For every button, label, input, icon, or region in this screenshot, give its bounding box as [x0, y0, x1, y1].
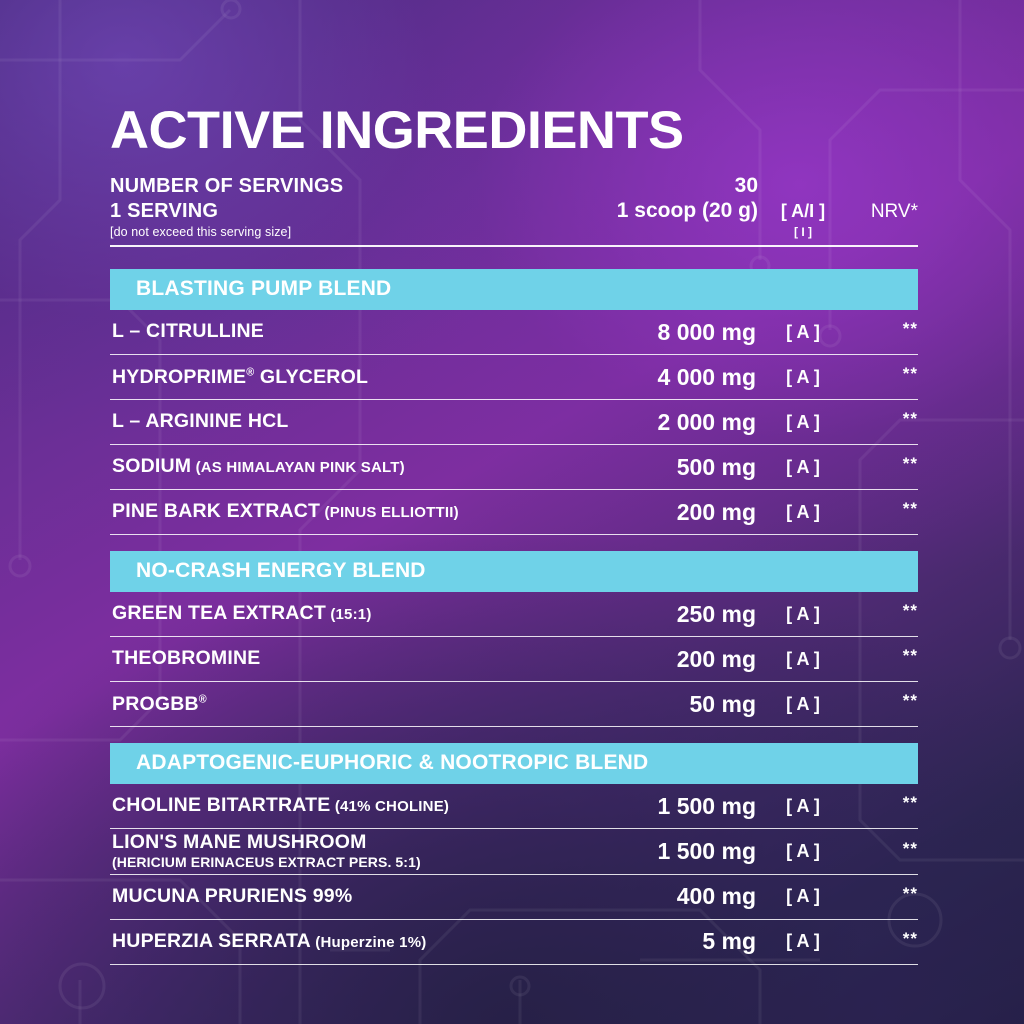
- ingredient-amount: 2 000 mg: [657, 408, 756, 435]
- ingredient-amount: 1 500 mg: [657, 792, 756, 819]
- ingredient-row: [110, 682, 918, 727]
- ingredient-amount: 4 000 mg: [657, 363, 756, 390]
- ingredient-ai-flag: [ A ]: [786, 411, 820, 432]
- ingredient-name-main: GREEN TEA EXTRACT: [112, 602, 326, 625]
- blend-list: [110, 269, 918, 965]
- panel-content: [110, 101, 918, 965]
- serving-note: [do not exceed this serving size]: [110, 224, 292, 239]
- ingredient-amount: 200 mg: [676, 645, 756, 672]
- ingredient-ai-flag: [ A ]: [786, 603, 820, 624]
- ingredient-row: [110, 637, 918, 682]
- blend-header: BLASTING PUMP BLEND: [110, 269, 918, 310]
- ingredient-row: [110, 920, 918, 965]
- ingredient-name: [110, 366, 506, 388]
- ingredient-amount: 50 mg: [689, 690, 756, 717]
- ingredient-row: [110, 355, 918, 400]
- ingredient-name-main: LION'S MANE MUSHROOM: [112, 831, 367, 854]
- servings-label: NUMBER OF SERVINGS: [110, 175, 344, 198]
- ingredient-name-main: PROGBB®: [112, 692, 207, 715]
- ingredient-ai-flag: [ A ]: [786, 795, 820, 816]
- ingredient-row: [110, 400, 918, 445]
- ingredient-amount: 1 500 mg: [657, 838, 756, 865]
- ingredient-name: [110, 411, 506, 433]
- ingredient-detail: (PINUS ELLIOTTII): [320, 504, 459, 522]
- ingredient-row: [110, 310, 918, 355]
- ingredient-name-main: MUCUNA PRURIENS 99%: [112, 884, 353, 907]
- ingredient-ai-flag: [ A ]: [786, 366, 820, 387]
- ingredient-name: [110, 501, 506, 523]
- ingredient-row: [110, 592, 918, 637]
- ai-column-header: [ A/I ]: [780, 200, 826, 221]
- ingredient-ai-flag: [ A ]: [786, 693, 820, 714]
- ingredient-amount: 500 mg: [676, 453, 756, 480]
- ingredient-name: [110, 648, 506, 670]
- ingredient-nrv-value: **: [902, 409, 918, 429]
- ingredient-nrv-value: **: [902, 601, 918, 621]
- ingredient-nrv-value: **: [902, 364, 918, 384]
- ingredient-nrv-value: **: [902, 646, 918, 666]
- ingredient-name: [110, 931, 506, 953]
- ingredient-nrv-value: **: [902, 928, 918, 948]
- page-title: ACTIVE INGREDIENTS: [110, 101, 684, 160]
- ingredient-nrv-value: **: [902, 691, 918, 711]
- ingredient-ai-flag: [ A ]: [786, 321, 820, 342]
- ingredient-ai-flag: [ A ]: [786, 501, 820, 522]
- servings-value: 30: [734, 174, 758, 198]
- ingredient-amount: 250 mg: [676, 600, 756, 627]
- ingredient-detail: (41% CHOLINE): [330, 798, 450, 816]
- ingredient-detail: (15:1): [325, 606, 372, 624]
- header-divider: [110, 245, 918, 247]
- ingredient-name-main: THEOBROMINE: [112, 647, 261, 670]
- ingredient-name: [110, 603, 506, 625]
- ingredient-row: [110, 445, 918, 490]
- ingredient-name-main: L – ARGININE HCL: [112, 410, 289, 433]
- ingredient-nrv-value: **: [902, 838, 918, 858]
- ingredient-name-main: HUPERZIA SERRATA: [112, 929, 311, 952]
- ingredient-name-main: CHOLINE BITARTRATE: [112, 794, 331, 817]
- ingredient-name: [110, 693, 506, 715]
- ingredient-detail: (AS HIMALAYAN PINK SALT): [191, 459, 405, 477]
- ingredient-nrv-value: **: [902, 499, 918, 519]
- blend-section: [110, 551, 918, 727]
- ingredient-row: [110, 829, 918, 875]
- ingredient-subtitle: (HERICIUM ERINACEUS EXTRACT PERS. 5:1): [112, 854, 421, 871]
- ingredient-amount: 5 mg: [702, 928, 756, 955]
- ingredient-row: [110, 875, 918, 920]
- ingredient-name: [110, 832, 506, 871]
- blend-header: NO-CRASH ENERGY BLEND: [110, 551, 918, 592]
- nrv-column-header: NRV*: [870, 200, 918, 222]
- blend-section: [110, 269, 918, 535]
- ingredient-name-main: PINE BARK EXTRACT: [112, 500, 321, 523]
- ingredient-ai-flag: [ A ]: [786, 648, 820, 669]
- ingredient-ai-flag: [ A ]: [786, 886, 820, 907]
- ingredient-name-main: SODIUM: [112, 455, 192, 478]
- ingredient-name: [110, 456, 506, 478]
- ingredient-ai-flag: [ A ]: [786, 456, 820, 477]
- serving-size-row: [110, 199, 918, 224]
- ingredient-detail: (Huperzine 1%): [310, 933, 427, 951]
- servings-row: [110, 174, 918, 199]
- ingredient-name-main: HYDROPRIME® GLYCEROL: [112, 365, 369, 388]
- ingredient-nrv-value: **: [902, 319, 918, 339]
- ingredient-amount: 200 mg: [676, 498, 756, 525]
- ingredient-row: [110, 490, 918, 535]
- ingredient-name: [110, 886, 506, 908]
- ingredient-amount: 8 000 mg: [657, 318, 756, 345]
- serving-value: 1 scoop (20 g): [616, 198, 758, 222]
- ingredient-name: [110, 795, 506, 817]
- ingredient-name: [110, 321, 506, 343]
- ingredient-row: [110, 784, 918, 829]
- serving-note-row: [110, 224, 918, 240]
- ingredient-name-main: L – CITRULLINE: [112, 320, 264, 343]
- ingredient-ai-flag: [ A ]: [786, 931, 820, 952]
- blend-header: ADAPTOGENIC-EUPHORIC & NOOTROPIC BLEND: [110, 743, 918, 784]
- ingredient-amount: 400 mg: [676, 883, 756, 910]
- serving-label: 1 SERVING: [110, 199, 219, 222]
- ingredient-nrv-value: **: [902, 793, 918, 813]
- ai-column-subheader: [ I ]: [794, 224, 812, 239]
- ingredient-nrv-value: **: [902, 454, 918, 474]
- servings-section: [110, 174, 918, 253]
- ingredient-nrv-value: **: [902, 883, 918, 903]
- blend-section: [110, 743, 918, 965]
- ingredient-ai-flag: [ A ]: [786, 841, 820, 862]
